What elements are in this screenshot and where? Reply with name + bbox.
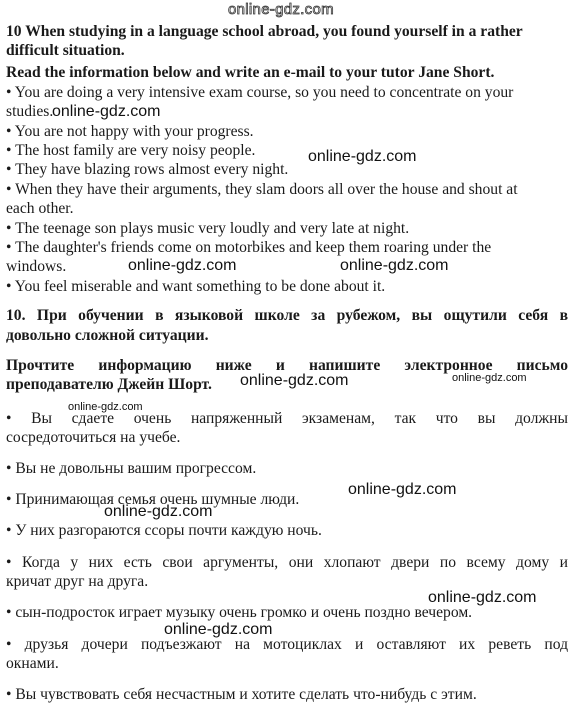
watermark-top: online-gdz.com bbox=[228, 1, 334, 18]
watermark: online-gdz.com bbox=[348, 481, 457, 498]
english-bullet-1: • You are doing a very intensive exam course, so you need to concentrate on your bbox=[6, 84, 514, 101]
english-title-line1: 10 When studying in a language school abroad, you found yourself in a rather bbox=[6, 23, 523, 40]
russian-instruction-line1: Прочтите информацию ниже и напишите электронное письмо bbox=[6, 357, 568, 374]
watermark: online-gdz.com bbox=[308, 148, 417, 165]
russian-bullet-6: • сын-подросток играет музыку очень громко и очень поздно вечером. bbox=[6, 604, 473, 621]
russian-bullet-4: • У них разгораются ссоры почти каждую ночь. bbox=[6, 522, 322, 539]
russian-title-line2: довольно сложной ситуации. bbox=[6, 327, 209, 344]
russian-bullet-8: • Вы чувствовать себя несчастным и хотите сделать что-нибудь с этим. bbox=[6, 686, 477, 703]
watermark: online-gdz.com bbox=[240, 372, 349, 389]
watermark: online-gdz.com bbox=[428, 589, 537, 606]
english-bullet-5: • When they have their arguments, they slam doors all over the house and shout at bbox=[6, 181, 518, 198]
english-bullet-5-cont: each other. bbox=[6, 200, 74, 217]
english-bullet-1-cont: studies. bbox=[6, 103, 54, 120]
english-title-line2: difficult situation. bbox=[6, 42, 125, 59]
russian-bullet-7-cont: окнами. bbox=[6, 655, 59, 672]
russian-bullet-5-cont: кричат друг на друга. bbox=[6, 573, 149, 590]
watermark: online-gdz.com bbox=[104, 503, 213, 520]
watermark: online-gdz.com bbox=[164, 621, 273, 638]
english-bullet-7-cont: windows. bbox=[6, 258, 67, 275]
russian-bullet-2: • Вы не довольны вашим прогрессом. bbox=[6, 460, 257, 477]
russian-title-line1: 10. При обучении в языковой школе за рубежом, вы ощутили себя в bbox=[6, 307, 568, 324]
russian-bullet-1: • Вы сдаете очень напряженный экзаменам, так что вы должны bbox=[6, 410, 568, 427]
russian-bullet-3: • Принимающая семья очень шумные люди. bbox=[6, 491, 300, 508]
english-bullet-7: • The daughter's friends come on motorbikes and keep them roaring under the bbox=[6, 239, 492, 256]
russian-bullet-7: • друзья дочери подъезжают на мотоциклах и оставляют их реветь под bbox=[6, 636, 568, 653]
english-bullet-2: • You are not happy with your progress. bbox=[6, 123, 254, 140]
watermark-small: online-gdz.com bbox=[68, 401, 143, 413]
watermark: online-gdz.com bbox=[340, 257, 449, 274]
watermark: online-gdz.com bbox=[52, 103, 161, 120]
english-instruction: Read the information below and write an e-mail to your tutor Jane Short. bbox=[6, 64, 495, 81]
english-bullet-8: • You feel miserable and want something to be done about it. bbox=[6, 278, 386, 295]
russian-bullet-5: • Когда у них есть свои аргументы, они хлопают двери по всему дому и bbox=[6, 554, 568, 571]
watermark-small: online-gdz.com bbox=[452, 372, 527, 384]
english-bullet-6: • The teenage son plays music very loudly and very late at night. bbox=[6, 220, 410, 237]
russian-bullet-1-cont: сосредоточиться на учебе. bbox=[6, 429, 181, 446]
english-bullet-3: • The host family are very noisy people. bbox=[6, 142, 256, 159]
english-bullet-4: • They have blazing rows almost every night. bbox=[6, 161, 289, 178]
russian-instruction-line2: преподавателю Джейн Шорт. bbox=[6, 376, 212, 393]
watermark: online-gdz.com bbox=[128, 257, 237, 274]
